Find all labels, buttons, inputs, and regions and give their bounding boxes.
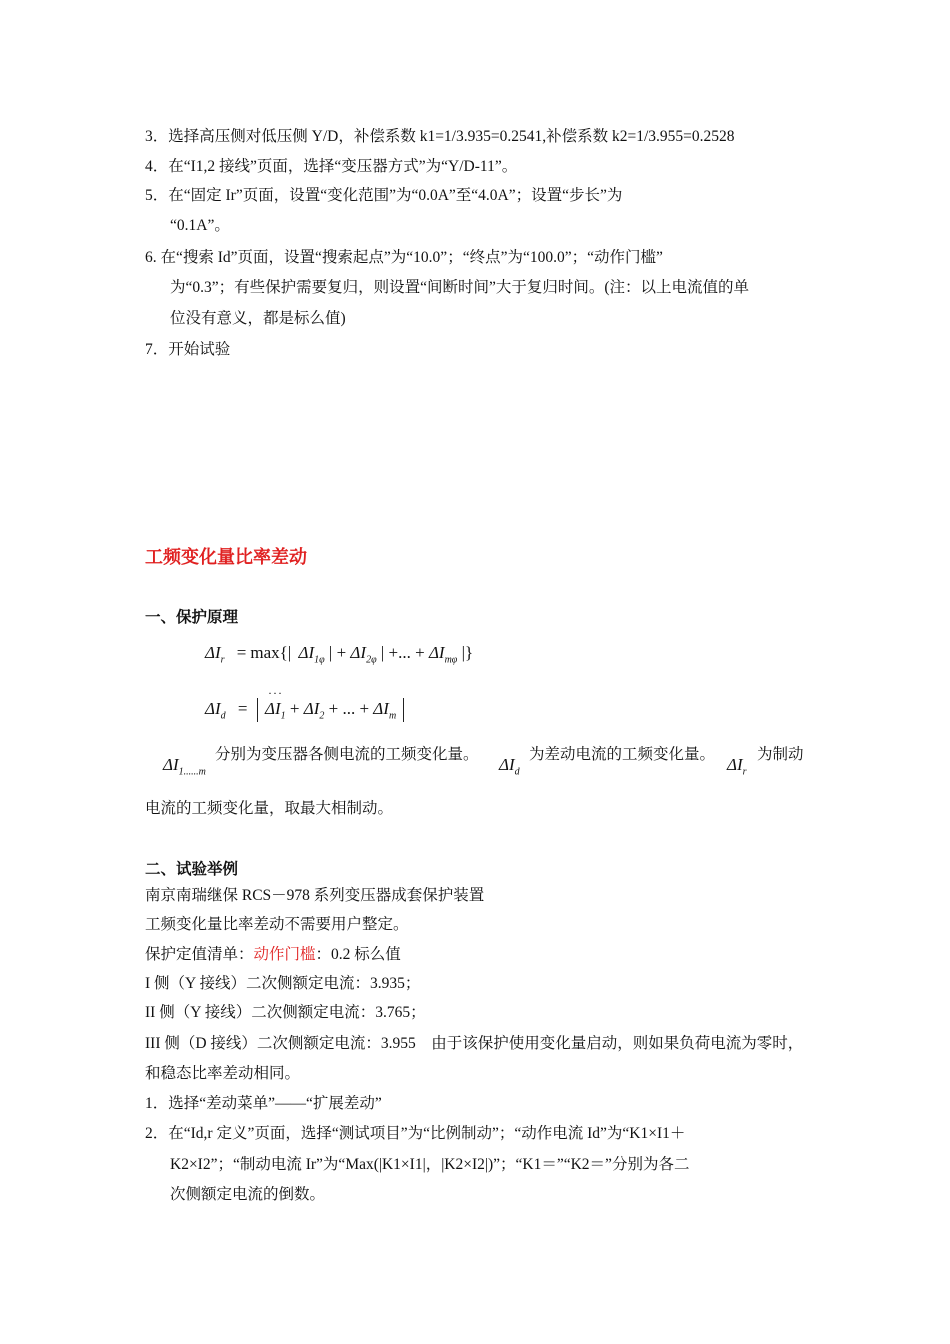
- step-3-text: 3．选择高压侧对低压侧 Y/D，补偿系数 k1=1/3.935=0.2541,补偿系数 k2=1/3.955=0.2528: [145, 128, 735, 145]
- example-step-1: 1．选择“差动菜单”——“扩展差动”: [145, 1095, 382, 1112]
- step-6-cont-text: 为“0.3”；有些保护需要复归，则设置“间断时间”大于复归时间。(注：以上电流值的单: [170, 279, 750, 296]
- example-side-3-cont: 和稳态比率差动相同。: [145, 1065, 301, 1082]
- step-6-text: 6. 在“搜索 Id”页面，设置“搜索起点”为“10.0”；“终点”为“100.0”；“动作门槛”: [145, 249, 663, 266]
- desc-text-2: 为差动电流的工频变化量。: [529, 746, 716, 763]
- example-side-2: II 侧（Y 接线）二次侧额定电流：3.765；: [145, 1004, 426, 1021]
- formula-restraint-current: $\Delta I_r = \max\{|$ $\Delta I_{1\varphi}$ | + $\Delta I_{2\varphi}$ | +... + $\Delta I_{m\varphi}$ |}: [205, 643, 474, 666]
- symbol-delta-i-d: $\Delta I_d$: [499, 755, 520, 778]
- step-6-cont2-text: 位没有意义，都是标么值): [170, 310, 346, 327]
- symbol-delta-i-sides: $\Delta I_{1......m}$: [163, 755, 206, 778]
- example-step-2-cont: K2×I2”；“制动电流 Ir”为“Max(|K1×I1|，|K2×I2|)”；“K1＝”“K2＝”分别为各二: [170, 1156, 690, 1173]
- step-5-text: 5．在“固定 Ir”页面，设置“变化范围”为“0.0A”至“4.0A”；设置“步长”为: [145, 187, 623, 204]
- setting-threshold-label: 动作门槛: [253, 946, 316, 963]
- heading-protection-principle: 一、保护原理: [145, 608, 239, 626]
- example-note: 工频变化量比率差动不需要用户整定。: [145, 916, 409, 933]
- desc-line-2: 电流的工频变化量，取最大相制动。: [145, 800, 394, 817]
- formula-differential-current: $\Delta I_d = \Delta I_1 + \Delta I_2$ + ... + $\Delta I_m$: [205, 698, 407, 722]
- abs-bar-right: [403, 698, 404, 722]
- desc-text-1: 分别为变压器各侧电流的工频变化量。: [215, 746, 479, 763]
- example-side-3: III 侧（D 接线）二次侧额定电流：3.955 由于该保护使用变化量启动，则如果负荷电流为零时，: [145, 1035, 804, 1052]
- step-4-text: 4．在“I1,2 接线”页面，选择“变压器方式”为“Y/D-11”。: [145, 158, 518, 175]
- abs-bar-left: [257, 698, 258, 722]
- example-side-1: I 侧（Y 接线）二次侧额定电流：3.935；: [145, 975, 421, 992]
- symbol-delta-i-r: $\Delta I_r$: [727, 755, 747, 778]
- example-step-2-cont2: 次侧额定电流的倒数。: [170, 1186, 326, 1203]
- desc-text-3: 为制动: [757, 746, 804, 763]
- heading-test-example: 二、试验举例: [145, 860, 239, 878]
- example-step-2: 2．在“Id,r 定义”页面，选择“测试项目”为“比例制动”；“动作电流 Id”为“K1×I1＋: [145, 1125, 686, 1142]
- example-setting: 保护定值清单：动作门槛：0.2 标么值: [145, 946, 401, 963]
- section-title: 工频变化量比率差动: [145, 547, 307, 568]
- formula-dots: ···: [268, 686, 283, 700]
- example-device: 南京南瑞继保 RCS－978 系列变压器成套保护装置: [145, 887, 485, 904]
- step-7-text: 7．开始试验: [145, 341, 231, 358]
- step-5-cont-text: “0.1A”。: [170, 217, 230, 234]
